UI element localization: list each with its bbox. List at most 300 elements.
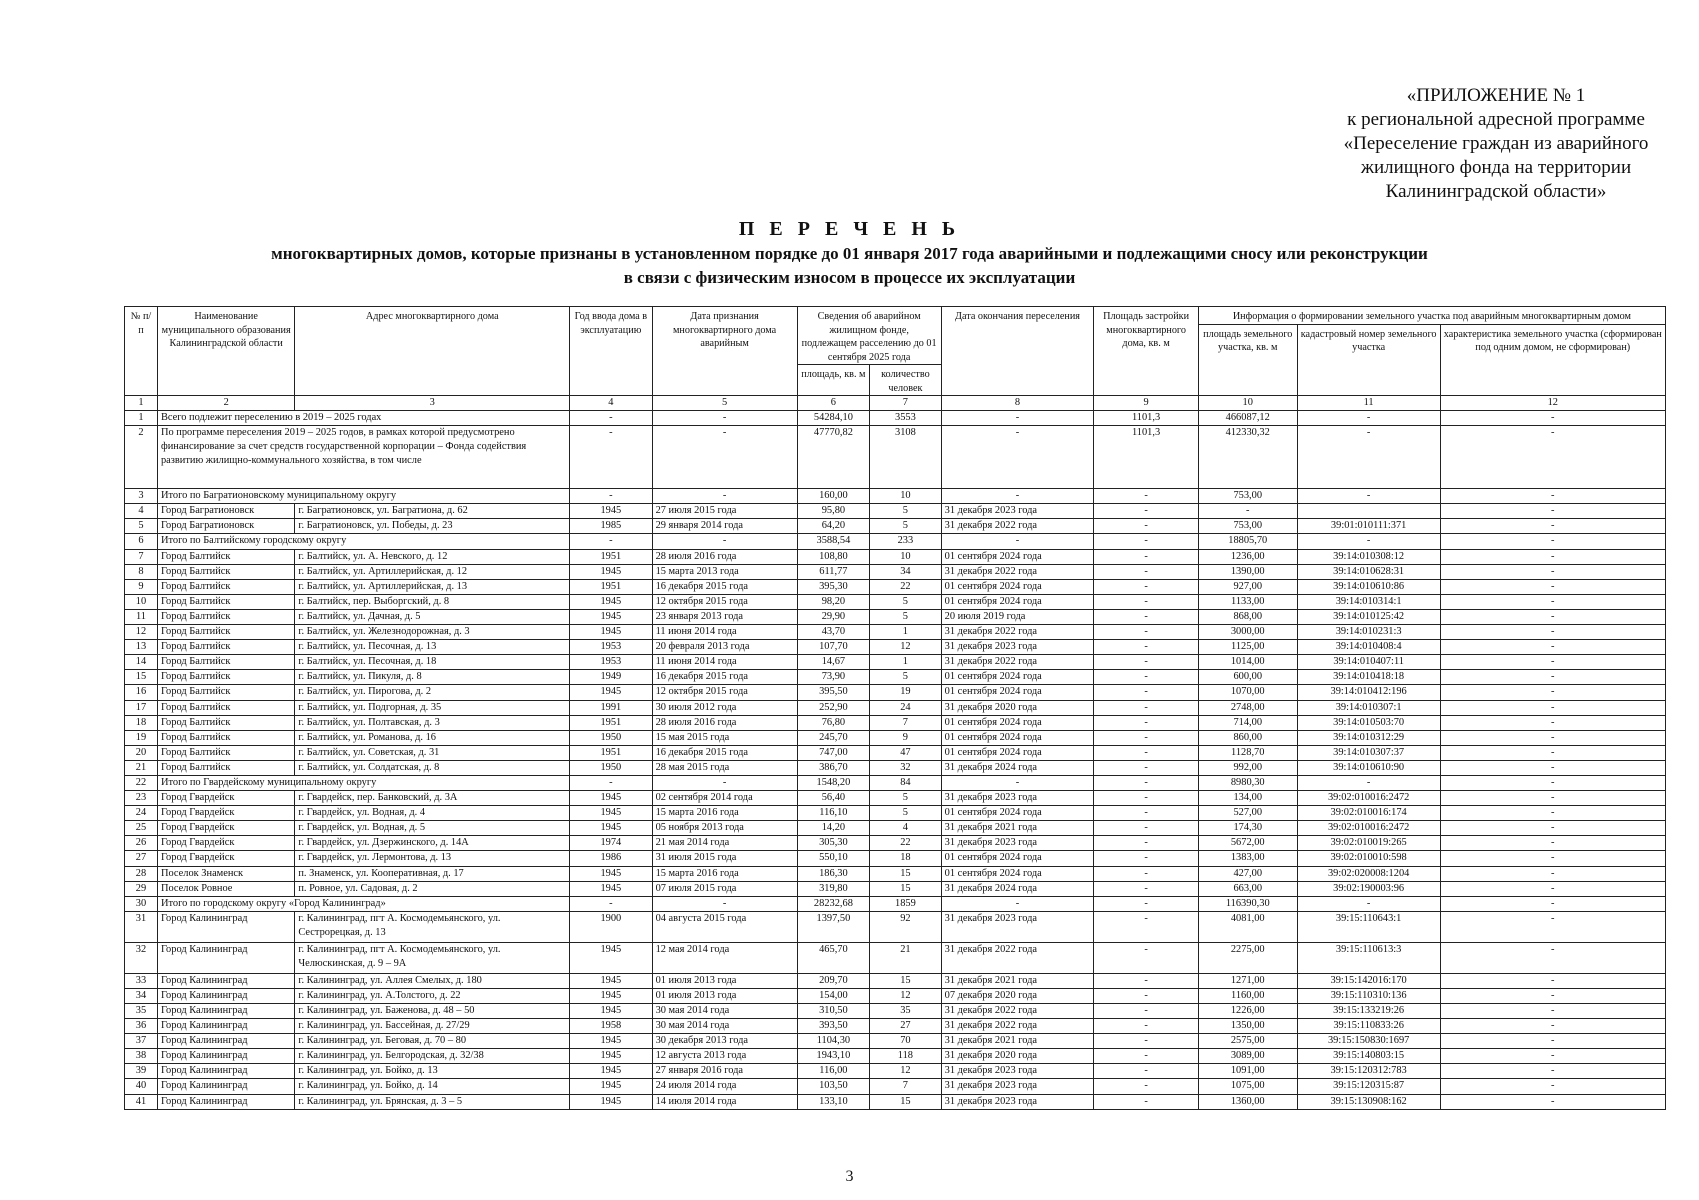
cell-cad: 39:14:010231:3 — [1297, 625, 1440, 640]
cell-mun: Город Балтийск — [157, 549, 294, 564]
cell-people: 3108 — [870, 426, 941, 489]
cell-land: 927,00 — [1198, 579, 1297, 594]
cell-area: 98,20 — [797, 594, 870, 609]
column-number: 7 — [870, 396, 941, 411]
cell-end: 31 декабря 2023 года — [941, 1094, 1094, 1109]
cell-addr: г. Балтийск, ул. Железнодорожная, д. 3 — [295, 625, 570, 640]
cell-area: 103,50 — [797, 1079, 870, 1094]
cell-addr: г. Балтийск, ул. Песочная, д. 13 — [295, 640, 570, 655]
cell-char: - — [1440, 564, 1665, 579]
table-row — [125, 1034, 1666, 1049]
cell-year: 1945 — [570, 1064, 652, 1079]
cell-year: - — [570, 426, 652, 489]
cell-addr: п. Знаменск, ул. Кооперативная, д. 17 — [295, 866, 570, 881]
cell-people: 92 — [870, 911, 941, 942]
cell-date: 24 июля 2014 года — [652, 1079, 797, 1094]
table-row — [125, 579, 1666, 594]
cell-land: 1091,00 — [1198, 1064, 1297, 1079]
cell-land: - — [1198, 504, 1297, 519]
cell-area: 465,70 — [797, 942, 870, 973]
table-row — [125, 519, 1666, 534]
cell-people: 1 — [870, 625, 941, 640]
cell-people: 15 — [870, 881, 941, 896]
cell-char: - — [1440, 973, 1665, 988]
cell-cad: 39:15:110310:136 — [1297, 988, 1440, 1003]
cell-num: 24 — [125, 806, 158, 821]
cell-char: - — [1440, 700, 1665, 715]
cell-mun: Город Гвардейск — [157, 806, 294, 821]
cell-label: Итого по Багратионовскому муниципальному округу — [157, 489, 569, 504]
cell-num: 31 — [125, 911, 158, 942]
cell-num: 6 — [125, 534, 158, 549]
cell-addr: г. Балтийск, пер. Выборгский, д. 8 — [295, 594, 570, 609]
table-row — [125, 594, 1666, 609]
cell-addr: п. Ровное, ул. Садовая, д. 2 — [295, 881, 570, 896]
cell-people: 7 — [870, 1079, 941, 1094]
cell-cad: 39:14:010307:37 — [1297, 745, 1440, 760]
cell-cad: - — [1297, 896, 1440, 911]
cell-char: - — [1440, 1004, 1665, 1019]
cell-char: - — [1440, 760, 1665, 775]
cell-char: - — [1440, 715, 1665, 730]
cell-end: 01 сентября 2024 года — [941, 806, 1094, 821]
cell-build: - — [1094, 1049, 1198, 1064]
cell-land: 116390,30 — [1198, 896, 1297, 911]
cell-build: - — [1094, 821, 1198, 836]
cell-build: - — [1094, 791, 1198, 806]
cell-area: 245,70 — [797, 730, 870, 745]
cell-area: 319,80 — [797, 881, 870, 896]
cell-num: 27 — [125, 851, 158, 866]
cell-end: 01 сентября 2024 года — [941, 670, 1094, 685]
header-num: № п/п — [125, 307, 158, 396]
cell-build: - — [1094, 700, 1198, 715]
cell-year: 1951 — [570, 745, 652, 760]
cell-land: 427,00 — [1198, 866, 1297, 881]
cell-cad: 39:01:010111:371 — [1297, 519, 1440, 534]
cell-area: 1943,10 — [797, 1049, 870, 1064]
cell-mun: Город Балтийск — [157, 594, 294, 609]
cell-land: 174,30 — [1198, 821, 1297, 836]
cell-cad: 39:15:133219:26 — [1297, 1004, 1440, 1019]
cell-num: 28 — [125, 866, 158, 881]
cell-people: 5 — [870, 609, 941, 624]
table-row — [125, 1049, 1666, 1064]
cell-addr: г. Калининград, пгт А. Космодемьянского, ул. Челюскинская, д. 9 – 9А — [295, 942, 570, 973]
cell-char: - — [1440, 489, 1665, 504]
cell-people: 47 — [870, 745, 941, 760]
cell-char: - — [1440, 836, 1665, 851]
cell-build: - — [1094, 504, 1198, 519]
cell-year: 1900 — [570, 911, 652, 942]
table-row — [125, 745, 1666, 760]
cell-char: - — [1440, 791, 1665, 806]
cell-num: 13 — [125, 640, 158, 655]
cell-end: 01 сентября 2024 года — [941, 549, 1094, 564]
cell-char: - — [1440, 806, 1665, 821]
cell-mun: Город Балтийск — [157, 760, 294, 775]
cell-char: - — [1440, 411, 1665, 426]
cell-build: - — [1094, 1019, 1198, 1034]
cell-area: 73,90 — [797, 670, 870, 685]
cell-people: 5 — [870, 519, 941, 534]
cell-people: 12 — [870, 988, 941, 1003]
column-number: 9 — [1094, 396, 1198, 411]
cell-land: 3089,00 — [1198, 1049, 1297, 1064]
cell-char: - — [1440, 881, 1665, 896]
cell-num: 22 — [125, 775, 158, 790]
cell-land: 1271,00 — [1198, 973, 1297, 988]
table-row — [125, 911, 1666, 942]
cell-addr: г. Гвардейск, ул. Лермонтова, д. 13 — [295, 851, 570, 866]
cell-char: - — [1440, 1019, 1665, 1034]
cell-mun: Город Балтийск — [157, 625, 294, 640]
cell-year: 1953 — [570, 640, 652, 655]
cell-people: 18 — [870, 851, 941, 866]
cell-year: 1945 — [570, 609, 652, 624]
appendix-line: жилищного фонда на территории — [1360, 157, 1632, 178]
cell-addr: г. Калининград, ул. Брянская, д. 3 – 5 — [295, 1094, 570, 1109]
cell-cad: - — [1297, 426, 1440, 489]
cell-addr: г. Балтийск, ул. Романова, д. 16 — [295, 730, 570, 745]
cell-people: 5 — [870, 594, 941, 609]
cell-year: 1945 — [570, 881, 652, 896]
cell-land: 753,00 — [1198, 489, 1297, 504]
cell-addr: г. Балтийск, ул. Дачная, д. 5 — [295, 609, 570, 624]
table-row — [125, 821, 1666, 836]
cell-cad: 39:15:150830:1697 — [1297, 1034, 1440, 1049]
cell-build: - — [1094, 973, 1198, 988]
column-number: 6 — [797, 396, 870, 411]
cell-end: 31 декабря 2023 года — [941, 504, 1094, 519]
cell-mun: Город Балтийск — [157, 715, 294, 730]
cell-area: 64,20 — [797, 519, 870, 534]
cell-mun: Город Балтийск — [157, 685, 294, 700]
cell-char: - — [1440, 534, 1665, 549]
cell-cad: 39:14:010418:18 — [1297, 670, 1440, 685]
cell-addr: г. Гвардейск, ул. Водная, д. 5 — [295, 821, 570, 836]
cell-people: 12 — [870, 1064, 941, 1079]
header-resettlement-end: Дата окончания переселения — [941, 307, 1094, 396]
cell-area: 186,30 — [797, 866, 870, 881]
cell-area: 1548,20 — [797, 775, 870, 790]
cell-area: 305,30 — [797, 836, 870, 851]
cell-year: 1945 — [570, 942, 652, 973]
cell-land: 1128,70 — [1198, 745, 1297, 760]
cell-area: 611,77 — [797, 564, 870, 579]
cell-people: 10 — [870, 549, 941, 564]
cell-people: 10 — [870, 489, 941, 504]
cell-cad — [1297, 504, 1440, 519]
document-title: П Е Р Е Ч Е Н Ь — [738, 218, 961, 240]
appendix-block — [1331, 84, 1661, 204]
table-row — [125, 806, 1666, 821]
cell-num: 32 — [125, 942, 158, 973]
cell-mun: Город Калининград — [157, 1064, 294, 1079]
column-number: 12 — [1440, 396, 1665, 411]
cell-end: 31 декабря 2020 года — [941, 1049, 1094, 1064]
table-row — [125, 609, 1666, 624]
table-row — [125, 549, 1666, 564]
cell-num: 10 — [125, 594, 158, 609]
cell-year: 1945 — [570, 806, 652, 821]
cell-mun: Город Гвардейск — [157, 836, 294, 851]
cell-build: - — [1094, 579, 1198, 594]
cell-cad: 39:15:140803:15 — [1297, 1049, 1440, 1064]
cell-char: - — [1440, 685, 1665, 700]
column-number: 1 — [125, 396, 158, 411]
cell-area: 14,20 — [797, 821, 870, 836]
cell-date: 11 июня 2014 года — [652, 655, 797, 670]
cell-end: 31 декабря 2024 года — [941, 760, 1094, 775]
cell-addr: г. Балтийск, ул. Песочная, д. 18 — [295, 655, 570, 670]
cell-build: - — [1094, 1004, 1198, 1019]
cell-date: 07 июля 2015 года — [652, 881, 797, 896]
cell-cad: 39:14:010610:90 — [1297, 760, 1440, 775]
cell-mun: Город Балтийск — [157, 655, 294, 670]
cell-land: 5672,00 — [1198, 836, 1297, 851]
cell-cad: 39:14:010503:70 — [1297, 715, 1440, 730]
cell-char: - — [1440, 896, 1665, 911]
summary-row — [125, 426, 1666, 489]
document-subtitle-continued: в связи с физическим износом в процессе их эксплуатации — [623, 268, 1076, 287]
table-row — [125, 1094, 1666, 1109]
cell-people: 32 — [870, 760, 941, 775]
cell-build: 1101,3 — [1094, 411, 1198, 426]
cell-addr: г. Калининград, ул. Бойко, д. 14 — [295, 1079, 570, 1094]
cell-addr: г. Балтийск, ул. Советская, д. 31 — [295, 745, 570, 760]
cell-build: - — [1094, 1094, 1198, 1109]
cell-area: 47770,82 — [797, 426, 870, 489]
cell-land: 18805,70 — [1198, 534, 1297, 549]
cell-end: 31 декабря 2021 года — [941, 821, 1094, 836]
table-row — [125, 700, 1666, 715]
cell-people: 22 — [870, 579, 941, 594]
table-row — [125, 1064, 1666, 1079]
cell-end: 01 сентября 2024 года — [941, 715, 1094, 730]
cell-end: 31 декабря 2023 года — [941, 1079, 1094, 1094]
cell-date: 15 марта 2016 года — [652, 806, 797, 821]
cell-land: 1070,00 — [1198, 685, 1297, 700]
cell-addr: г. Калининград, ул. Бойко, д. 13 — [295, 1064, 570, 1079]
cell-build: - — [1094, 564, 1198, 579]
cell-addr: г. Гвардейск, ул. Водная, д. 4 — [295, 806, 570, 821]
cell-char: - — [1440, 988, 1665, 1003]
table-row — [125, 685, 1666, 700]
cell-build: - — [1094, 549, 1198, 564]
summary-row — [125, 775, 1666, 790]
table-row — [125, 791, 1666, 806]
column-number: 3 — [295, 396, 570, 411]
cell-people: 19 — [870, 685, 941, 700]
cell-date: 16 декабря 2015 года — [652, 579, 797, 594]
appendix-line: «Переселение граждан из аварийного — [1343, 133, 1649, 154]
cell-addr: г. Калининград, ул. Аллея Смелых, д. 180 — [295, 973, 570, 988]
cell-year: - — [570, 534, 652, 549]
cell-land: 868,00 — [1198, 609, 1297, 624]
cell-people: 5 — [870, 791, 941, 806]
cell-label: По программе переселения 2019 – 2025 годов, в рамках которой предусмотрено финансирование за счет средств государственной корпорации – Фонда содействия развитию жилищно-коммунального хозяйства, в том числе — [157, 426, 569, 489]
table-row — [125, 715, 1666, 730]
cell-year: 1945 — [570, 1079, 652, 1094]
summary-row — [125, 534, 1666, 549]
cell-build: - — [1094, 685, 1198, 700]
table-row — [125, 564, 1666, 579]
cell-num: 23 — [125, 791, 158, 806]
cell-char: - — [1440, 579, 1665, 594]
cell-area: 160,00 — [797, 489, 870, 504]
cell-year: 1991 — [570, 700, 652, 715]
cell-cad: - — [1297, 775, 1440, 790]
cell-num: 38 — [125, 1049, 158, 1064]
cell-addr: г. Балтийск, ул. Артиллерийская, д. 13 — [295, 579, 570, 594]
cell-num: 36 — [125, 1019, 158, 1034]
cell-cad: 39:02:010010:598 — [1297, 851, 1440, 866]
header-land-characteristic: характеристика земельного участка (сформирован под одним домом, не сформирован) — [1440, 324, 1665, 396]
cell-date: 27 января 2016 года — [652, 1064, 797, 1079]
cell-mun: Город Калининград — [157, 1079, 294, 1094]
cell-num: 2 — [125, 426, 158, 489]
cell-char: - — [1440, 549, 1665, 564]
cell-year: 1950 — [570, 760, 652, 775]
cell-year: - — [570, 775, 652, 790]
appendix-line: Калининградской области» — [1385, 181, 1607, 202]
cell-area: 56,40 — [797, 791, 870, 806]
cell-label: Всего подлежит переселению в 2019 – 2025 годах — [157, 411, 569, 426]
table-row — [125, 988, 1666, 1003]
cell-cad: 39:14:010307:1 — [1297, 700, 1440, 715]
cell-cad: - — [1297, 489, 1440, 504]
cell-land: 3000,00 — [1198, 625, 1297, 640]
table-row — [125, 973, 1666, 988]
cell-date: 16 декабря 2015 года — [652, 670, 797, 685]
cell-year: 1945 — [570, 625, 652, 640]
cell-num: 7 — [125, 549, 158, 564]
cell-land: 4081,00 — [1198, 911, 1297, 942]
header-building-area: Площадь застройки многоквартирного дома, кв. м — [1094, 307, 1198, 396]
table-row — [125, 730, 1666, 745]
cell-land: 1133,00 — [1198, 594, 1297, 609]
cell-char: - — [1440, 670, 1665, 685]
table-row — [125, 655, 1666, 670]
cell-cad: 39:15:120315:87 — [1297, 1079, 1440, 1094]
cell-people: 5 — [870, 806, 941, 821]
cell-build: - — [1094, 519, 1198, 534]
cell-num: 15 — [125, 670, 158, 685]
cell-area: 1397,50 — [797, 911, 870, 942]
cell-mun: Город Калининград — [157, 1094, 294, 1109]
cell-end: 31 декабря 2022 года — [941, 1004, 1094, 1019]
cell-num: 18 — [125, 715, 158, 730]
cell-cad: - — [1297, 411, 1440, 426]
cell-area: 28232,68 — [797, 896, 870, 911]
cell-num: 3 — [125, 489, 158, 504]
cell-cad: 39:02:190003:96 — [1297, 881, 1440, 896]
cell-end: 31 декабря 2023 года — [941, 1064, 1094, 1079]
cell-num: 30 — [125, 896, 158, 911]
cell-area: 133,10 — [797, 1094, 870, 1109]
cell-area: 395,50 — [797, 685, 870, 700]
cell-mun: Город Багратионовск — [157, 519, 294, 534]
cell-date: 15 мая 2015 года — [652, 730, 797, 745]
cell-land: 527,00 — [1198, 806, 1297, 821]
cell-mun: Город Калининград — [157, 1034, 294, 1049]
cell-num: 1 — [125, 411, 158, 426]
cell-char: - — [1440, 851, 1665, 866]
cell-year: - — [570, 896, 652, 911]
cell-area: 116,00 — [797, 1064, 870, 1079]
cell-land: 992,00 — [1198, 760, 1297, 775]
cell-area: 310,50 — [797, 1004, 870, 1019]
cell-num: 21 — [125, 760, 158, 775]
cell-area: 76,80 — [797, 715, 870, 730]
cell-char: - — [1440, 821, 1665, 836]
cell-land: 412330,32 — [1198, 426, 1297, 489]
cell-year: 1945 — [570, 564, 652, 579]
cell-year: 1949 — [570, 670, 652, 685]
cell-build: - — [1094, 1064, 1198, 1079]
cell-char: - — [1440, 625, 1665, 640]
cell-people: 233 — [870, 534, 941, 549]
cell-end: 01 сентября 2024 года — [941, 851, 1094, 866]
cell-cad: 39:14:010628:31 — [1297, 564, 1440, 579]
cell-date: 14 июля 2014 года — [652, 1094, 797, 1109]
column-number: 8 — [941, 396, 1094, 411]
cell-people: 9 — [870, 730, 941, 745]
cell-area: 209,70 — [797, 973, 870, 988]
cell-end: - — [941, 489, 1094, 504]
table-row — [125, 760, 1666, 775]
appendix-line: «ПРИЛОЖЕНИЕ № 1 — [1406, 85, 1586, 106]
cell-end: 01 сентября 2024 года — [941, 866, 1094, 881]
cell-area: 550,10 — [797, 851, 870, 866]
cell-date: 30 мая 2014 года — [652, 1019, 797, 1034]
cell-land: 466087,12 — [1198, 411, 1297, 426]
cell-date: 11 июня 2014 года — [652, 625, 797, 640]
cell-build: - — [1094, 1034, 1198, 1049]
cell-end: 01 сентября 2024 года — [941, 730, 1094, 745]
cell-area: 393,50 — [797, 1019, 870, 1034]
cell-area: 395,30 — [797, 579, 870, 594]
cell-date: - — [652, 426, 797, 489]
cell-cad: 39:02:010016:2472 — [1297, 821, 1440, 836]
cell-mun: Поселок Ровное — [157, 881, 294, 896]
cell-build: - — [1094, 896, 1198, 911]
header-people: количество человек — [870, 365, 941, 396]
cell-char: - — [1440, 594, 1665, 609]
cell-build: 1101,3 — [1094, 426, 1198, 489]
cell-num: 25 — [125, 821, 158, 836]
cell-land: 2275,00 — [1198, 942, 1297, 973]
cell-mun: Город Калининград — [157, 1049, 294, 1064]
cell-label: Итого по Балтийскому городскому округу — [157, 534, 569, 549]
cell-build: - — [1094, 942, 1198, 973]
summary-row — [125, 411, 1666, 426]
cell-land: 134,00 — [1198, 791, 1297, 806]
cell-char: - — [1440, 1049, 1665, 1064]
cell-char: - — [1440, 942, 1665, 973]
cell-num: 40 — [125, 1079, 158, 1094]
cell-area: 54284,10 — [797, 411, 870, 426]
cell-end: 07 декабря 2020 года — [941, 988, 1094, 1003]
cell-area: 252,90 — [797, 700, 870, 715]
cell-area: 107,70 — [797, 640, 870, 655]
cell-addr: г. Балтийск, ул. Полтавская, д. 3 — [295, 715, 570, 730]
cell-land: 8980,30 — [1198, 775, 1297, 790]
cell-label: Итого по городскому округу «Город Калининград» — [157, 896, 569, 911]
cell-char: - — [1440, 655, 1665, 670]
cell-year: 1945 — [570, 685, 652, 700]
